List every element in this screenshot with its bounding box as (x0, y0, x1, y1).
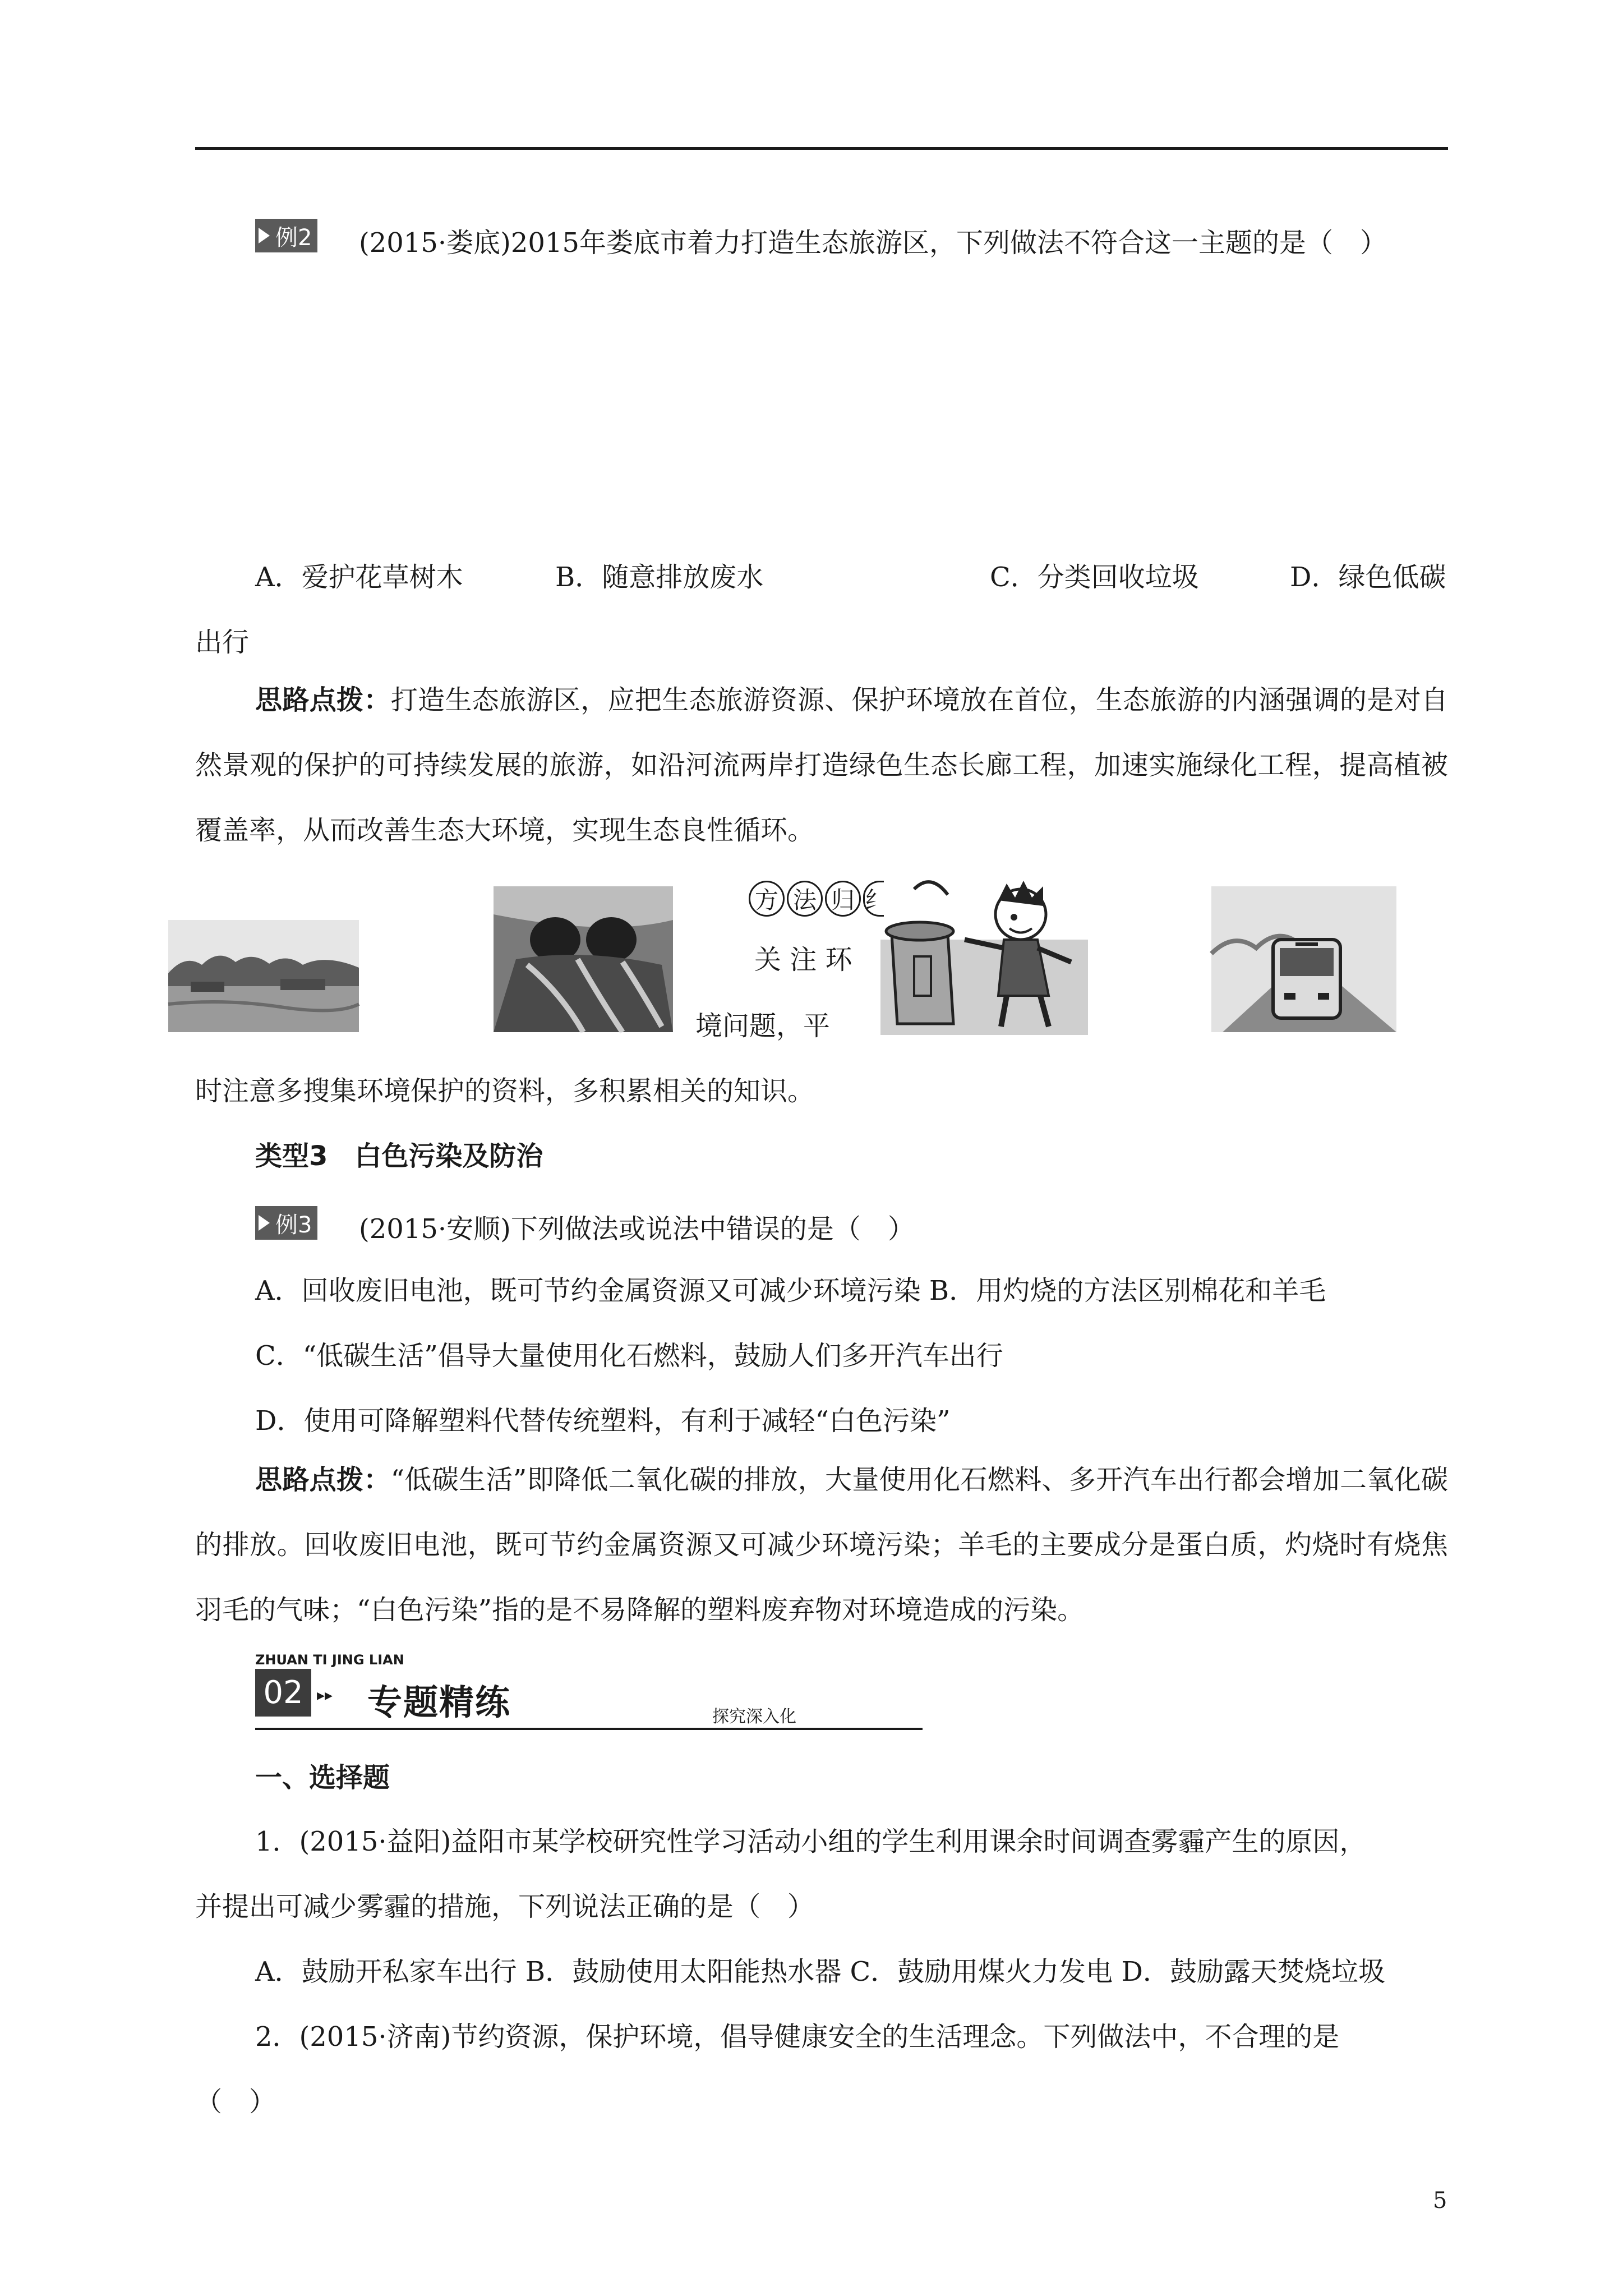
circled-char: 法 (787, 881, 823, 917)
question-2-line-1: 2．(2015·济南)节约资源，保护环境，倡导健康安全的生活理念。下列做法中，不合理的是 (255, 2021, 1340, 2053)
example-2-option-a: A．爱护花草树木 (255, 562, 463, 593)
method-summary-heading (749, 881, 889, 917)
hint-label: 思路点拨： (255, 1464, 391, 1496)
example-3-tag-label: 例3 (275, 1212, 312, 1238)
example-2-option-d: D．绿色低碳 (1290, 562, 1446, 593)
question-1-line-2: 并提出可减少雾霾的措施，下列说法正确的是（ ） (195, 1891, 815, 1922)
fast-forward-icon: ▸▸ (317, 1686, 333, 1704)
example-3-hint (195, 1447, 1448, 1642)
method-line-3: 时注意多搜集环境保护的资料，多积累相关的知识。 (195, 1075, 815, 1107)
banner-title: 专题精练 (367, 1682, 511, 1723)
play-triangle-icon (259, 228, 270, 243)
example-2-hint (195, 668, 1448, 863)
hint-text: 打造生态旅游区，应把生态旅游资源、保护环境放在首位，生态旅游的内涵强调的是对自然景观的保护的可持续发展的旅游，如沿河流两岸打造绿色生态长廊工程，加速实施绿化工程，提高植被覆盖率，从而改善生态大环境，实现生态良性循环。 (195, 684, 1448, 846)
wastewater-discharge-photo (494, 886, 673, 1032)
banner-number: 02 (255, 1669, 311, 1717)
example-3-option-c: C．“低碳生活”倡导大量使用化石燃料，鼓励人们多开汽车出行 (255, 1340, 1003, 1372)
section-1-title: 一、选择题 (255, 1762, 390, 1793)
example-2-option-c: C．分类回收垃圾 (990, 562, 1199, 593)
example-2-option-b: B．随意排放废水 (555, 562, 764, 593)
circled-char: 方 (749, 881, 785, 917)
example-3-question: (2015·安顺)下列做法或说法中错误的是（ ） (359, 1213, 915, 1245)
lake-scenery-photo (168, 920, 359, 1032)
hint-label: 思路点拨： (255, 684, 391, 716)
question-2-line-2: （ ） (195, 2086, 276, 2118)
example-2-option-d-continued: 出行 (195, 627, 250, 658)
example-3-option-d: D．使用可降解塑料代替传统塑料，有利于减轻“白色污染” (255, 1405, 951, 1437)
type-3-title: 类型3 白色污染及防治 (255, 1140, 543, 1172)
example-2-tag-label: 例2 (275, 224, 312, 251)
recycling-cartoon-image (880, 872, 1088, 1035)
example-3-tag (255, 1206, 317, 1240)
example-3-options-ab: A．回收废旧电池，既可节约金属资源又可减少环境污染 B．用灼烧的方法区别棉花和羊毛 (255, 1275, 1326, 1306)
method-line-2: 境问题，平 (695, 1010, 831, 1042)
header-rule (195, 147, 1448, 150)
banner-pinyin: ZHUAN TI JING LIAN (255, 1652, 404, 1668)
banner-subtitle: 探究深入化 (712, 1707, 796, 1727)
banner-rule (255, 1728, 923, 1730)
example-2-question: (2015·娄底)2015年娄底市着力打造生态旅游区，下列做法不符合这一主题的是（ ） (359, 227, 1387, 259)
method-line-1: 关 注 环 (754, 944, 852, 976)
circled-char: 纟 (863, 881, 884, 917)
circled-char: 归 (825, 881, 861, 917)
example-2-tag (255, 219, 317, 252)
bus-on-road-image (1211, 886, 1396, 1032)
hint-text: “低碳生活”即降低二氧化碳的排放，大量使用化石燃料、多开汽车出行都会增加二氧化碳的排放。回收废旧电池，既可节约金属资源又可减少环境污染；羊毛的主要成分是蛋白质，灼烧时有烧焦羽毛的气味；“白色污染”指的是不易降解的塑料废弃物对环境造成的污染。 (195, 1464, 1448, 1626)
question-1-line-1: 1．(2015·益阳)益阳市某学校研究性学习活动小组的学生利用课余时间调查雾霾产生的原因， (255, 1826, 1367, 1857)
question-1-options: A．鼓励开私家车出行 B．鼓励使用太阳能热水器 C．鼓励用煤火力发电 D．鼓励露天焚烧垃圾 (255, 1956, 1385, 1987)
page-number: 5 (1433, 2188, 1447, 2214)
play-triangle-icon (259, 1215, 270, 1231)
